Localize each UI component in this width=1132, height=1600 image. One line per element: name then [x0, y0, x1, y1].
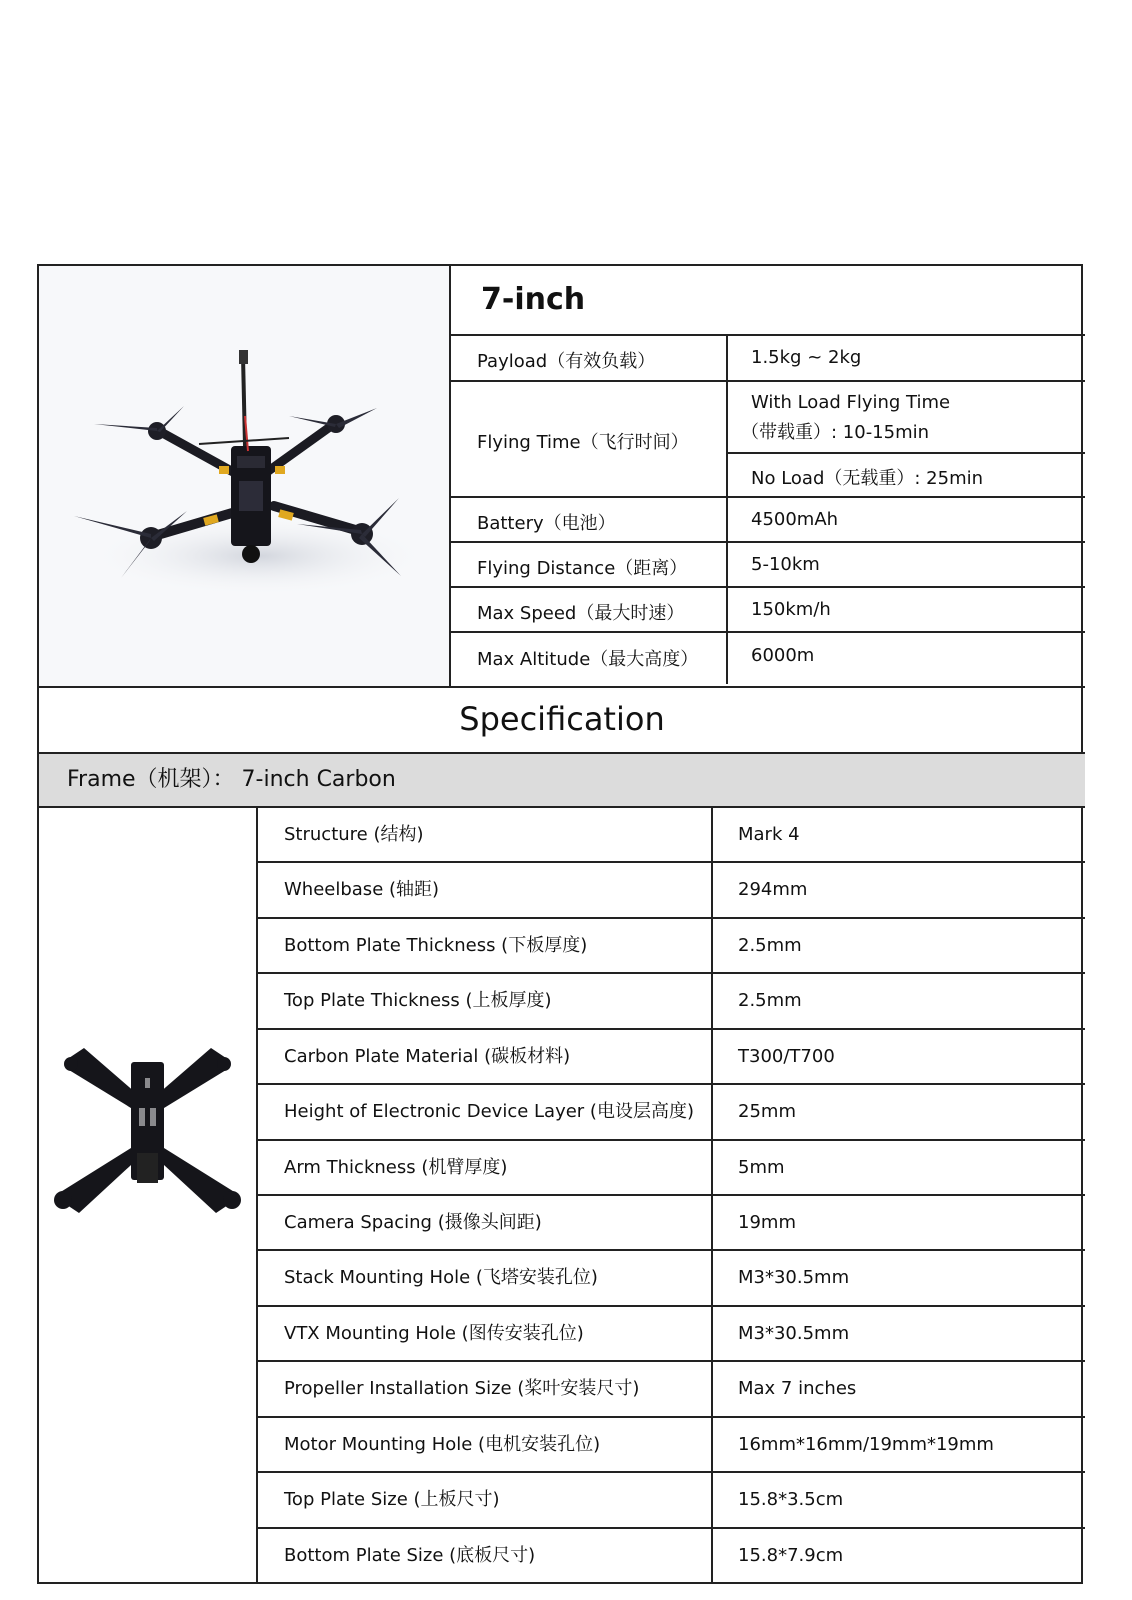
frame-spec-value: 15.8*3.5cm: [738, 1489, 844, 1511]
frame-spec-row: [258, 1362, 1085, 1417]
frame-spec-row: [258, 1141, 1085, 1196]
quick-spec-value: 1.5kg ~ 2kg: [751, 347, 862, 368]
quick-spec-value: No Load（无载重）: 25min: [751, 468, 984, 489]
frame-spec-row: [258, 919, 1085, 974]
quick-spec-value: 5-10km: [751, 554, 820, 575]
frame-spec-row: [258, 1251, 1085, 1306]
frame-spec-row: [258, 974, 1085, 1029]
quick-spec-value: 150km/h: [751, 599, 831, 620]
quick-spec-label: Flying Time（飞行时间）: [477, 432, 689, 453]
frame-spec-label: Top Plate Size (上板尺寸): [284, 1489, 500, 1511]
frame-spec-label: Wheelbase (轴距): [284, 879, 440, 901]
drone-photo: [39, 266, 451, 686]
frame-spec-row: [258, 1529, 1085, 1584]
quick-spec-row: [451, 382, 1085, 498]
frame-spec-value: 15.8*7.9cm: [738, 1544, 844, 1566]
quick-spec-value: 4500mAh: [751, 509, 839, 530]
frame-spec-value: 5mm: [738, 1156, 785, 1178]
frame-spec-row: [258, 863, 1085, 918]
quick-spec-label: Battery（电池）: [477, 513, 616, 534]
frame-spec-label: Bottom Plate Thickness (下板厚度): [284, 934, 588, 956]
frame-heading-row: [39, 752, 1085, 808]
frame-spec-value: 2.5mm: [738, 990, 802, 1012]
overview-block: [39, 266, 1085, 686]
frame-spec-value: 19mm: [738, 1212, 796, 1233]
frame-spec-label: Structure (结构): [284, 824, 424, 845]
frame-spec-row: [258, 1085, 1085, 1140]
frame-spec-label: Stack Mounting Hole (飞塔安装孔位): [284, 1267, 598, 1289]
frame-spec-value: 294mm: [738, 879, 808, 901]
quick-spec-row: [451, 336, 1085, 382]
frame-spec-value: T300/T700: [738, 1045, 835, 1067]
quick-spec-value: （带载重）: 10-15min: [741, 422, 930, 443]
frame-photo: [39, 808, 258, 1584]
quick-spec-value: 6000m: [751, 645, 815, 666]
quick-spec-row: [451, 588, 1085, 633]
quick-spec-label: Max Speed（最大时速）: [477, 603, 685, 624]
frame-spec-label: Motor Mounting Hole (电机安装孔位): [284, 1433, 601, 1455]
quick-spec-row: [451, 543, 1085, 588]
frame-spec-value: 2.5mm: [738, 934, 802, 956]
quick-spec-label: Max Altitude（最大高度）: [477, 649, 699, 670]
quick-spec-label: Payload（有效负载）: [477, 351, 656, 372]
frame-spec-label: Bottom Plate Size (底板尺寸): [284, 1544, 536, 1566]
spec-sheet: [37, 264, 1083, 1584]
frame-spec-row: [258, 1196, 1085, 1251]
frame-spec-label: Propeller Installation Size (桨叶安装尺寸): [284, 1378, 640, 1400]
quick-spec-row: [451, 633, 1085, 684]
frame-spec-label: Carbon Plate Material (碳板材料): [284, 1045, 571, 1067]
frame-spec-row: [258, 1418, 1085, 1473]
frame-spec-label: Arm Thickness (机臂厚度): [284, 1156, 508, 1178]
quick-spec-value: With Load Flying Time: [751, 392, 951, 413]
frame-spec-row: [258, 1030, 1085, 1085]
frame-spec-value: M3*30.5mm: [738, 1267, 850, 1289]
frame-spec-value: 16mm*16mm/19mm*19mm: [738, 1433, 994, 1455]
frame-spec-row: [258, 1307, 1085, 1362]
quick-spec-label: Flying Distance（距离）: [477, 558, 688, 579]
frame-spec-label: Height of Electronic Device Layer (电设层高度): [284, 1101, 694, 1123]
frame-spec-label: VTX Mounting Hole (图传安装孔位): [284, 1322, 584, 1344]
frame-spec-label: Top Plate Thickness (上板厚度): [284, 990, 552, 1012]
frame-spec-table: [39, 808, 1085, 1584]
frame-spec-value: Mark 4: [738, 824, 800, 845]
model-title: 7-inch: [481, 282, 586, 317]
frame-spec-value: 25mm: [738, 1101, 796, 1123]
model-title-cell: [451, 266, 1085, 336]
frame-heading: Frame（机架）： 7-inch Carbon: [67, 767, 396, 792]
frame-spec-label: Camera Spacing (摄像头间距): [284, 1212, 542, 1233]
frame-spec-row: [258, 808, 1085, 863]
frame-spec-row: [258, 1473, 1085, 1528]
specification-title: Specification: [39, 686, 1085, 752]
quick-spec-row: [451, 498, 1085, 543]
frame-spec-value: M3*30.5mm: [738, 1322, 850, 1344]
frame-spec-value: Max 7 inches: [738, 1378, 857, 1400]
